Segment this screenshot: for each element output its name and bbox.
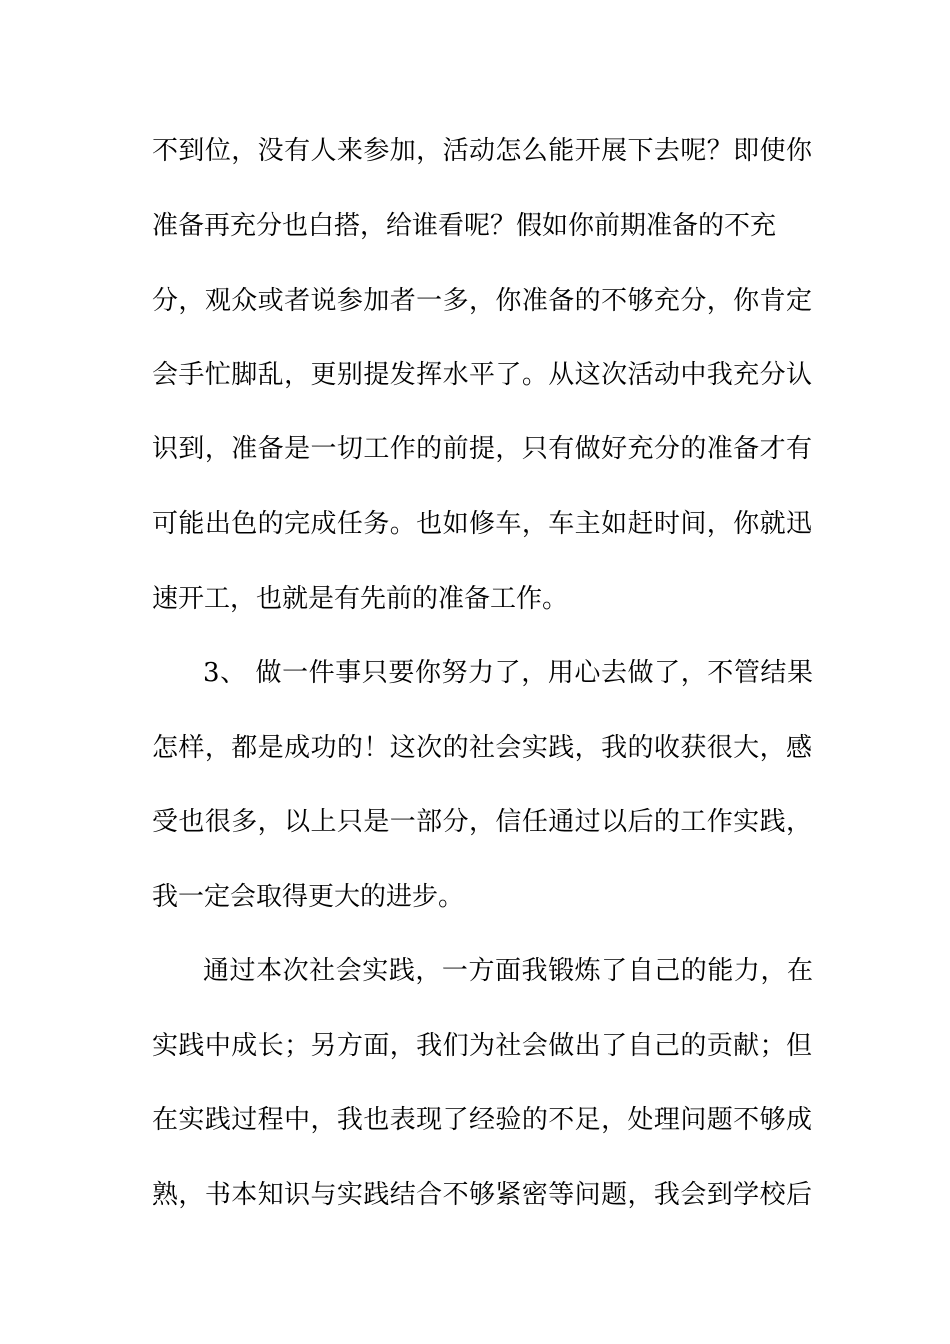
text-line: 熟，书本知识与实践结合不够紧密等问题，我会到学校后: [152, 1180, 812, 1210]
text-line: 受也很多，以上只是一部分，信任通过以后的工作实践，: [152, 807, 812, 837]
text-line: 怎样，都是成功的！这次的社会实践，我的收获很大，感: [152, 733, 812, 763]
text-line: 在实践过程中，我也表现了经验的不足，处理问题不够成: [152, 1105, 812, 1135]
text-line: 识到，准备是一切工作的前提，只有做好充分的准备才有: [152, 434, 812, 464]
text-line: 准备再充分也白搭，给谁看呢？假如你前期准备的不充: [152, 211, 777, 241]
text-line: 3、 做一件事只要你努力了，用心去做了，不管结果: [203, 658, 813, 688]
text-line: 我一定会取得更大的进步。: [152, 882, 465, 912]
text-line: 会手忙脚乱，更别提发挥水平了。从这次活动中我充分认: [152, 360, 812, 390]
text-line: 实践中成长；另方面，我们为社会做出了自己的贡献；但: [152, 1031, 812, 1061]
text-line: 不到位，没有人来参加，活动怎么能开展下去呢？即使你: [152, 136, 812, 166]
text-line: 可能出色的完成任务。也如修车，车主如赶时间，你就迅: [152, 509, 812, 539]
text-line: 分，观众或者说参加者一多，你准备的不够充分，你肯定: [152, 286, 812, 316]
text-line: 速开工，也就是有先前的准备工作。: [152, 584, 569, 614]
text-line: 通过本次社会实践，一方面我锻炼了自己的能力，在: [203, 956, 813, 986]
